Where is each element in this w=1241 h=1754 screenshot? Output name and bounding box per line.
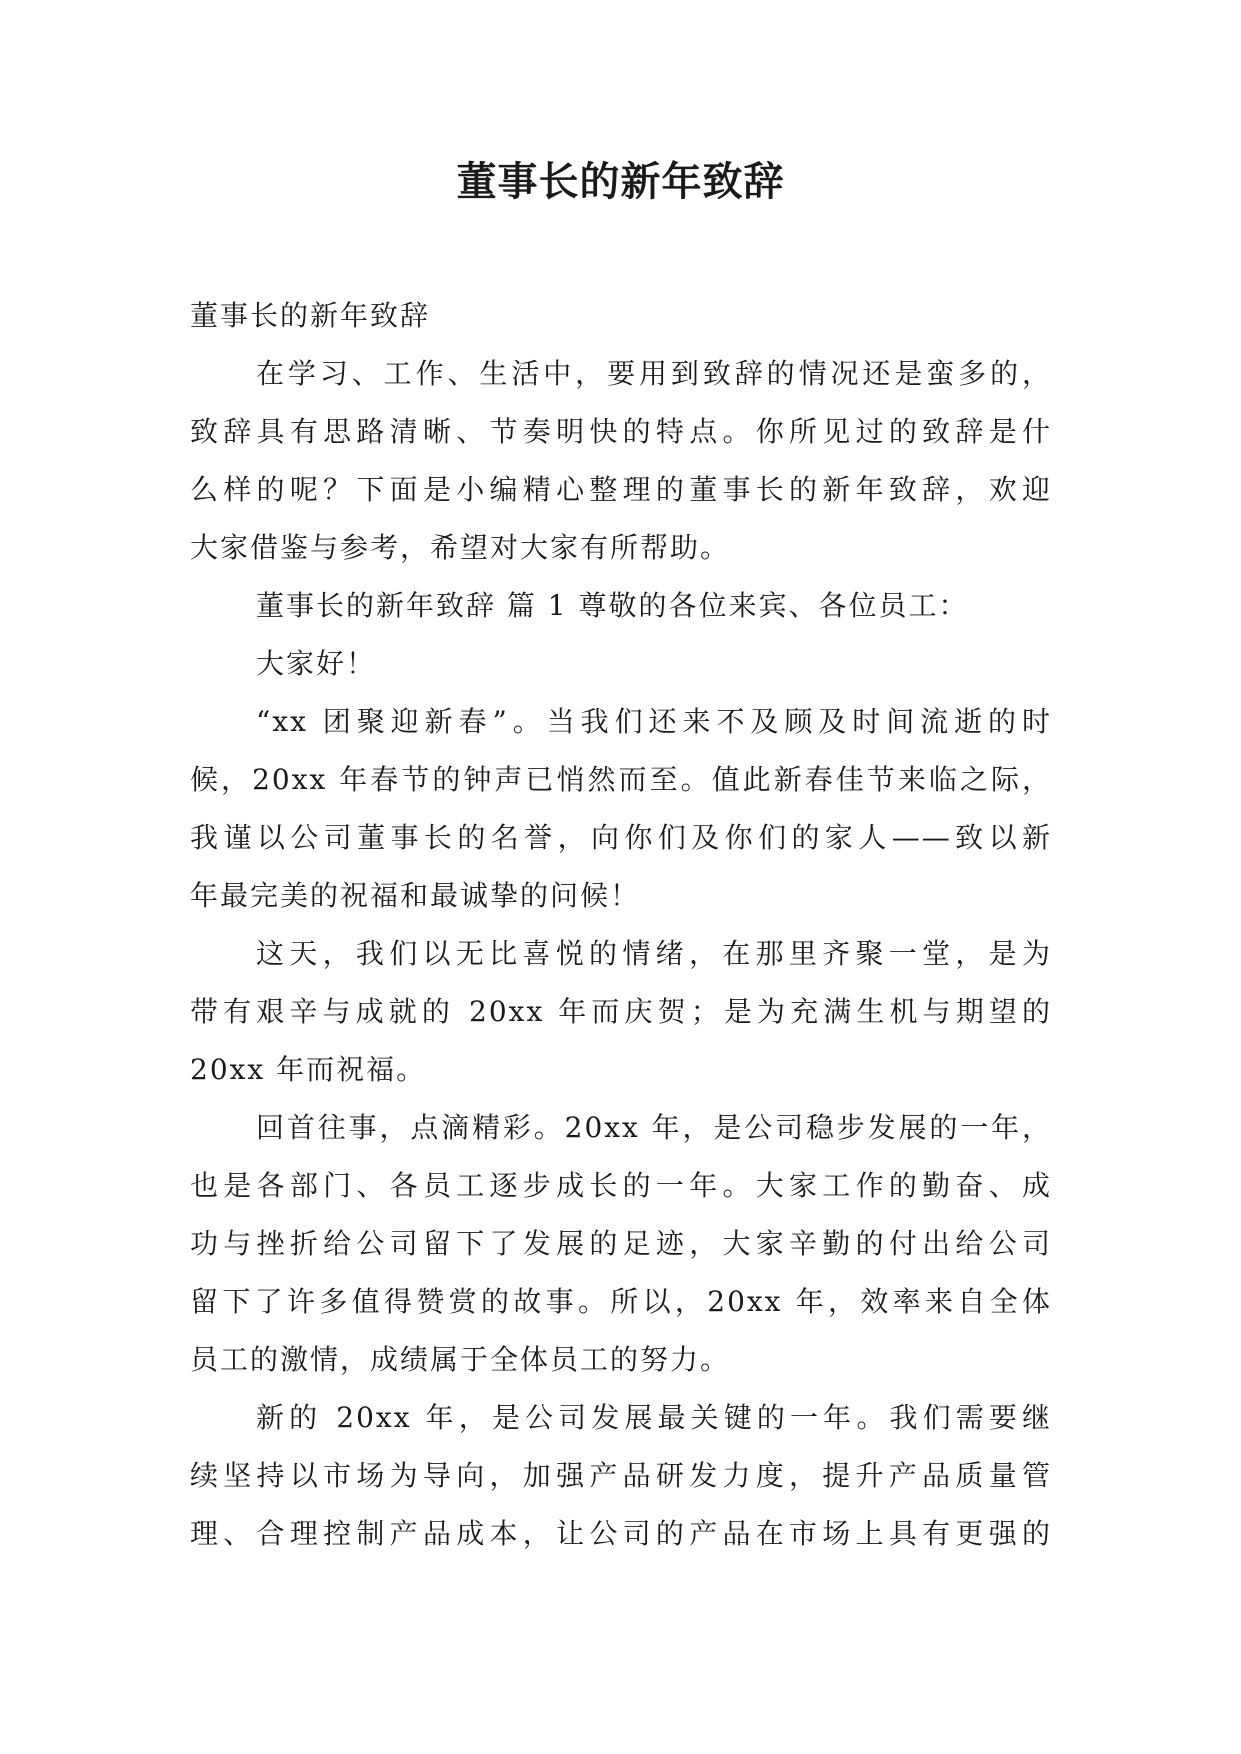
paragraph-line: 续坚持以市场为导向，加强产品研发力度，提升产品质量管: [190, 1459, 1052, 1492]
paragraph-line: 在学习、工作、生活中，要用到致辞的情况还是蛮多的，: [256, 357, 1052, 390]
paragraph-line: 年最完美的祝福和最诚挚的问候！: [190, 879, 641, 912]
paragraph-line: 新的 20xx 年，是公司发展最关键的一年。我们需要继: [256, 1401, 1052, 1434]
paragraph-line: 么样的呢？下面是小编精心整理的董事长的新年致辞，欢迎: [190, 473, 1052, 506]
document-title: 董事长的新年致辞: [456, 158, 785, 205]
paragraph-line: 员工的激情，成绩属于全体员工的努力。: [190, 1343, 731, 1376]
document-subtitle-line: 董事长的新年致辞: [190, 299, 431, 332]
paragraph-line: 20xx 年而祝福。: [190, 1053, 427, 1086]
paragraph-line: 功与挫折给公司留下了发展的足迹，大家辛勤的付出给公司: [190, 1227, 1052, 1260]
paragraph-line: 候，20xx 年春节的钟声已悄然而至。值此新春佳节来临之际，: [190, 763, 1052, 796]
paragraph-line: 也是各部门、各员工逐步成长的一年。大家工作的勤奋、成: [190, 1169, 1052, 1202]
paragraph-line: 董事长的新年致辞 篇 1 尊敬的各位来宾、各位员工：: [256, 589, 969, 622]
paragraph-line: “xx 团聚迎新春”。当我们还来不及顾及时间流逝的时: [256, 705, 1052, 738]
paragraph-line: 带有艰辛与成就的 20xx 年而庆贺；是为充满生机与期望的: [190, 995, 1052, 1028]
paragraph-line: 回首往事，点滴精彩。20xx 年，是公司稳步发展的一年，: [256, 1111, 1052, 1144]
document-body: [190, 287, 1052, 1563]
paragraph-line: 我谨以公司董事长的名誉，向你们及你们的家人——致以新: [190, 821, 1052, 854]
paragraph-line: 理、合理控制产品成本，让公司的产品在市场上具有更强的: [190, 1517, 1052, 1550]
paragraph-line: 致辞具有思路清晰、节奏明快的特点。你所见过的致辞是什: [190, 415, 1052, 448]
paragraph-line: 大家借鉴与参考，希望对大家有所帮助。: [190, 531, 731, 564]
paragraph-line: 留下了许多值得赞赏的故事。所以，20xx 年，效率来自全体: [190, 1285, 1052, 1318]
paragraph-line: 这天，我们以无比喜悦的情绪，在那里齐聚一堂，是为: [256, 937, 1052, 970]
paragraph-line: 大家好！: [256, 647, 377, 680]
